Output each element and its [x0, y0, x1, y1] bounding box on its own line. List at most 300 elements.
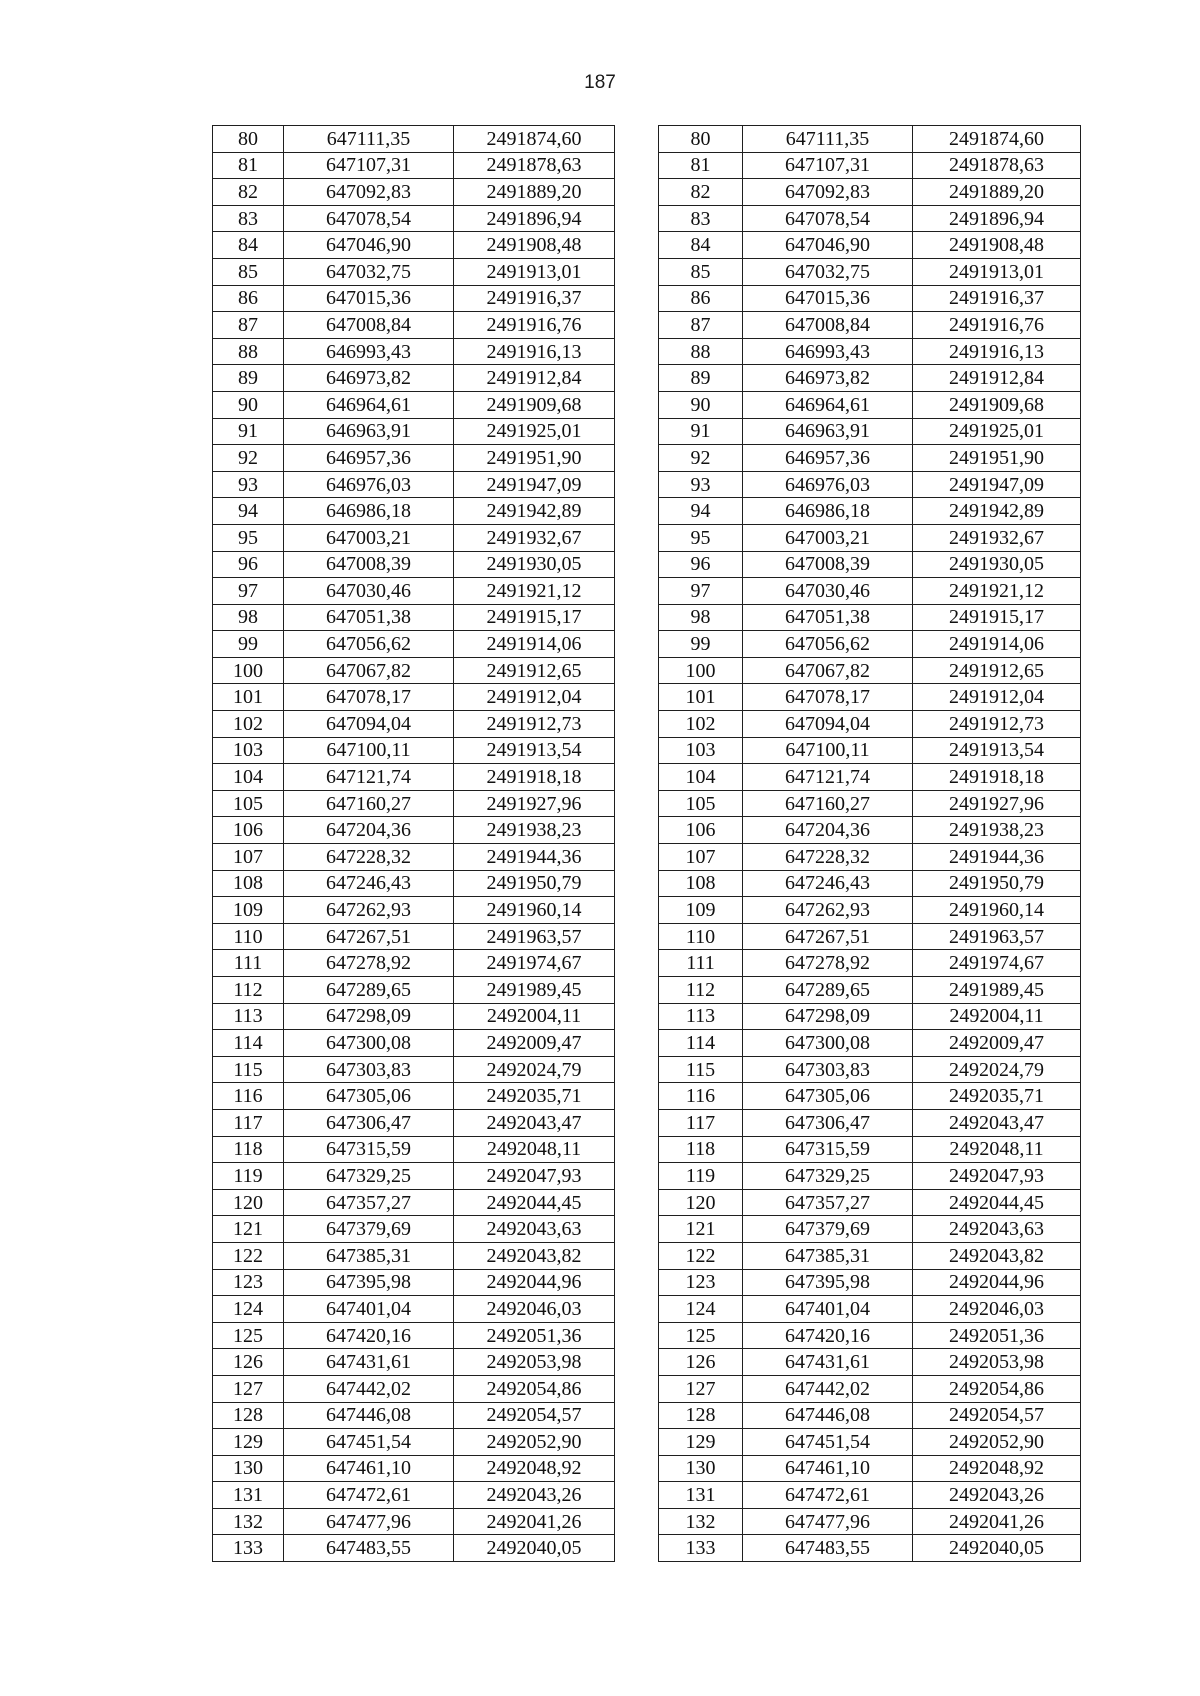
column-gap: [615, 923, 659, 950]
y-coordinate-right-cell: 2491914,06: [913, 631, 1081, 658]
point-number-left-cell: 87: [213, 312, 284, 339]
table-row: [213, 870, 1081, 897]
point-number-left-cell: 107: [213, 844, 284, 871]
y-coordinate-right-cell: 2491930,05: [913, 551, 1081, 578]
x-coordinate-right-cell: 647008,39: [743, 551, 913, 578]
column-gap: [615, 1083, 659, 1110]
x-coordinate-left-cell: 647107,31: [284, 152, 454, 179]
x-coordinate-right-cell: 647395,98: [743, 1269, 913, 1296]
column-gap: [615, 285, 659, 312]
column-gap: [615, 737, 659, 764]
x-coordinate-left-cell: 647003,21: [284, 524, 454, 551]
table-row: [213, 365, 1081, 392]
x-coordinate-left-cell: 647461,10: [284, 1455, 454, 1482]
y-coordinate-left-cell: 2492054,86: [454, 1375, 615, 1402]
table-row: [213, 790, 1081, 817]
y-coordinate-right-cell: 2491925,01: [913, 418, 1081, 445]
x-coordinate-right-cell: 647477,96: [743, 1508, 913, 1535]
point-number-left-cell: 99: [213, 631, 284, 658]
coordinates-table: [212, 125, 1081, 1562]
y-coordinate-right-cell: 2492009,47: [913, 1030, 1081, 1057]
point-number-right-cell: 97: [659, 578, 743, 605]
column-gap: [615, 498, 659, 525]
x-coordinate-left-cell: 646957,36: [284, 445, 454, 472]
point-number-right-cell: 87: [659, 312, 743, 339]
y-coordinate-right-cell: 2491947,09: [913, 471, 1081, 498]
x-coordinate-right-cell: 647472,61: [743, 1482, 913, 1509]
y-coordinate-left-cell: 2491927,96: [454, 790, 615, 817]
x-coordinate-left-cell: 647303,83: [284, 1056, 454, 1083]
point-number-left-cell: 115: [213, 1056, 284, 1083]
point-number-left-cell: 122: [213, 1242, 284, 1269]
point-number-right-cell: 127: [659, 1375, 743, 1402]
point-number-right-cell: 118: [659, 1136, 743, 1163]
y-coordinate-left-cell: 2491908,48: [454, 232, 615, 259]
y-coordinate-right-cell: 2492052,90: [913, 1429, 1081, 1456]
x-coordinate-left-cell: 646963,91: [284, 418, 454, 445]
y-coordinate-right-cell: 2491909,68: [913, 391, 1081, 418]
y-coordinate-left-cell: 2491921,12: [454, 578, 615, 605]
point-number-right-cell: 133: [659, 1535, 743, 1562]
point-number-right-cell: 117: [659, 1109, 743, 1136]
y-coordinate-right-cell: 2491912,04: [913, 684, 1081, 711]
x-coordinate-left-cell: 647094,04: [284, 711, 454, 738]
y-coordinate-left-cell: 2492043,26: [454, 1482, 615, 1509]
x-coordinate-left-cell: 647451,54: [284, 1429, 454, 1456]
point-number-left-cell: 126: [213, 1349, 284, 1376]
table-row: [213, 977, 1081, 1004]
y-coordinate-right-cell: 2492044,96: [913, 1269, 1081, 1296]
column-gap: [615, 1455, 659, 1482]
point-number-left-cell: 88: [213, 338, 284, 365]
table-row: [213, 764, 1081, 791]
x-coordinate-right-cell: 647262,93: [743, 897, 913, 924]
column-gap: [615, 1030, 659, 1057]
column-gap: [615, 1136, 659, 1163]
table-row: [213, 1056, 1081, 1083]
column-gap: [615, 1508, 659, 1535]
y-coordinate-left-cell: 2491960,14: [454, 897, 615, 924]
y-coordinate-right-cell: 2492051,36: [913, 1322, 1081, 1349]
x-coordinate-right-cell: 647094,04: [743, 711, 913, 738]
x-coordinate-left-cell: 647160,27: [284, 790, 454, 817]
y-coordinate-left-cell: 2492048,11: [454, 1136, 615, 1163]
point-number-right-cell: 102: [659, 711, 743, 738]
point-number-right-cell: 130: [659, 1455, 743, 1482]
table-row: [213, 1030, 1081, 1057]
x-coordinate-left-cell: 647305,06: [284, 1083, 454, 1110]
x-coordinate-right-cell: 647289,65: [743, 977, 913, 1004]
y-coordinate-left-cell: 2492044,96: [454, 1269, 615, 1296]
y-coordinate-left-cell: 2491944,36: [454, 844, 615, 871]
table-row: [213, 1508, 1081, 1535]
x-coordinate-left-cell: 647051,38: [284, 604, 454, 631]
point-number-right-cell: 124: [659, 1296, 743, 1323]
column-gap: [615, 764, 659, 791]
table-row: [213, 1163, 1081, 1190]
point-number-left-cell: 106: [213, 817, 284, 844]
column-gap: [615, 365, 659, 392]
y-coordinate-right-cell: 2491918,18: [913, 764, 1081, 791]
x-coordinate-left-cell: 647046,90: [284, 232, 454, 259]
point-number-right-cell: 98: [659, 604, 743, 631]
y-coordinate-right-cell: 2492047,93: [913, 1163, 1081, 1190]
y-coordinate-left-cell: 2491974,67: [454, 950, 615, 977]
x-coordinate-right-cell: 647008,84: [743, 312, 913, 339]
y-coordinate-right-cell: 2492040,05: [913, 1535, 1081, 1562]
x-coordinate-left-cell: 647067,82: [284, 657, 454, 684]
y-coordinate-left-cell: 2491912,65: [454, 657, 615, 684]
y-coordinate-right-cell: 2492048,11: [913, 1136, 1081, 1163]
x-coordinate-left-cell: 647446,08: [284, 1402, 454, 1429]
y-coordinate-right-cell: 2491912,84: [913, 365, 1081, 392]
column-gap: [615, 578, 659, 605]
column-gap: [615, 1296, 659, 1323]
x-coordinate-right-cell: 647385,31: [743, 1242, 913, 1269]
y-coordinate-right-cell: 2491915,17: [913, 604, 1081, 631]
table-row: [213, 152, 1081, 179]
point-number-left-cell: 120: [213, 1189, 284, 1216]
point-number-left-cell: 129: [213, 1429, 284, 1456]
y-coordinate-left-cell: 2491942,89: [454, 498, 615, 525]
point-number-left-cell: 103: [213, 737, 284, 764]
x-coordinate-right-cell: 646964,61: [743, 391, 913, 418]
y-coordinate-left-cell: 2491930,05: [454, 551, 615, 578]
y-coordinate-right-cell: 2491951,90: [913, 445, 1081, 472]
point-number-left-cell: 81: [213, 152, 284, 179]
x-coordinate-right-cell: 647107,31: [743, 152, 913, 179]
point-number-left-cell: 95: [213, 524, 284, 551]
y-coordinate-right-cell: 2491912,65: [913, 657, 1081, 684]
point-number-left-cell: 119: [213, 1163, 284, 1190]
column-gap: [615, 471, 659, 498]
y-coordinate-left-cell: 2491916,13: [454, 338, 615, 365]
x-coordinate-right-cell: 647451,54: [743, 1429, 913, 1456]
x-coordinate-right-cell: 647446,08: [743, 1402, 913, 1429]
x-coordinate-left-cell: 647262,93: [284, 897, 454, 924]
table-row: [213, 445, 1081, 472]
x-coordinate-right-cell: 647420,16: [743, 1322, 913, 1349]
x-coordinate-right-cell: 647300,08: [743, 1030, 913, 1057]
column-gap: [615, 1402, 659, 1429]
table-row: [213, 1083, 1081, 1110]
table-row: [213, 1136, 1081, 1163]
x-coordinate-right-cell: 647046,90: [743, 232, 913, 259]
column-gap: [615, 126, 659, 153]
point-number-right-cell: 122: [659, 1242, 743, 1269]
point-number-right-cell: 123: [659, 1269, 743, 1296]
y-coordinate-right-cell: 2491960,14: [913, 897, 1081, 924]
y-coordinate-right-cell: 2491916,13: [913, 338, 1081, 365]
x-coordinate-left-cell: 647357,27: [284, 1189, 454, 1216]
table-row: [213, 1242, 1081, 1269]
y-coordinate-left-cell: 2491918,18: [454, 764, 615, 791]
point-number-right-cell: 93: [659, 471, 743, 498]
point-number-right-cell: 104: [659, 764, 743, 791]
page-number: 187: [584, 72, 616, 93]
column-gap: [615, 391, 659, 418]
point-number-right-cell: 119: [659, 1163, 743, 1190]
point-number-right-cell: 126: [659, 1349, 743, 1376]
point-number-right-cell: 131: [659, 1482, 743, 1509]
table-row: [213, 1482, 1081, 1509]
point-number-left-cell: 121: [213, 1216, 284, 1243]
y-coordinate-right-cell: 2492024,79: [913, 1056, 1081, 1083]
point-number-right-cell: 112: [659, 977, 743, 1004]
y-coordinate-left-cell: 2492004,11: [454, 1003, 615, 1030]
x-coordinate-right-cell: 647067,82: [743, 657, 913, 684]
point-number-left-cell: 118: [213, 1136, 284, 1163]
x-coordinate-left-cell: 647228,32: [284, 844, 454, 871]
x-coordinate-right-cell: 647315,59: [743, 1136, 913, 1163]
point-number-left-cell: 86: [213, 285, 284, 312]
x-coordinate-right-cell: 646973,82: [743, 365, 913, 392]
point-number-left-cell: 93: [213, 471, 284, 498]
x-coordinate-left-cell: 647472,61: [284, 1482, 454, 1509]
y-coordinate-right-cell: 2492043,26: [913, 1482, 1081, 1509]
y-coordinate-left-cell: 2492043,47: [454, 1109, 615, 1136]
x-coordinate-left-cell: 647483,55: [284, 1535, 454, 1562]
y-coordinate-right-cell: 2492046,03: [913, 1296, 1081, 1323]
point-number-right-cell: 80: [659, 126, 743, 153]
point-number-right-cell: 90: [659, 391, 743, 418]
point-number-left-cell: 128: [213, 1402, 284, 1429]
x-coordinate-left-cell: 647289,65: [284, 977, 454, 1004]
point-number-right-cell: 96: [659, 551, 743, 578]
y-coordinate-left-cell: 2492054,57: [454, 1402, 615, 1429]
y-coordinate-left-cell: 2492044,45: [454, 1189, 615, 1216]
table-row: [213, 338, 1081, 365]
point-number-left-cell: 132: [213, 1508, 284, 1535]
column-gap: [615, 1322, 659, 1349]
y-coordinate-right-cell: 2491938,23: [913, 817, 1081, 844]
x-coordinate-right-cell: 646976,03: [743, 471, 913, 498]
y-coordinate-right-cell: 2491908,48: [913, 232, 1081, 259]
point-number-left-cell: 130: [213, 1455, 284, 1482]
table-row: [213, 258, 1081, 285]
column-gap: [615, 1429, 659, 1456]
x-coordinate-left-cell: 647306,47: [284, 1109, 454, 1136]
y-coordinate-left-cell: 2491912,73: [454, 711, 615, 738]
point-number-left-cell: 85: [213, 258, 284, 285]
x-coordinate-left-cell: 647008,84: [284, 312, 454, 339]
point-number-left-cell: 116: [213, 1083, 284, 1110]
x-coordinate-right-cell: 647461,10: [743, 1455, 913, 1482]
column-gap: [615, 338, 659, 365]
x-coordinate-left-cell: 647204,36: [284, 817, 454, 844]
table-row: [213, 817, 1081, 844]
column-gap: [615, 1375, 659, 1402]
y-coordinate-left-cell: 2491912,04: [454, 684, 615, 711]
y-coordinate-left-cell: 2492040,05: [454, 1535, 615, 1562]
table-row: [213, 1296, 1081, 1323]
x-coordinate-right-cell: 647111,35: [743, 126, 913, 153]
table-row: [213, 285, 1081, 312]
point-number-right-cell: 84: [659, 232, 743, 259]
x-coordinate-left-cell: 646986,18: [284, 498, 454, 525]
column-gap: [615, 1109, 659, 1136]
point-number-left-cell: 91: [213, 418, 284, 445]
column-gap: [615, 445, 659, 472]
table-row: [213, 179, 1081, 206]
x-coordinate-left-cell: 647477,96: [284, 1508, 454, 1535]
x-coordinate-left-cell: 646976,03: [284, 471, 454, 498]
column-gap: [615, 551, 659, 578]
point-number-right-cell: 81: [659, 152, 743, 179]
y-coordinate-left-cell: 2491878,63: [454, 152, 615, 179]
point-number-left-cell: 100: [213, 657, 284, 684]
y-coordinate-right-cell: 2492041,26: [913, 1508, 1081, 1535]
point-number-right-cell: 106: [659, 817, 743, 844]
x-coordinate-right-cell: 647078,17: [743, 684, 913, 711]
column-gap: [615, 897, 659, 924]
column-gap: [615, 790, 659, 817]
y-coordinate-left-cell: 2491925,01: [454, 418, 615, 445]
table-row: [213, 1003, 1081, 1030]
y-coordinate-left-cell: 2491874,60: [454, 126, 615, 153]
point-number-right-cell: 125: [659, 1322, 743, 1349]
x-coordinate-left-cell: 647032,75: [284, 258, 454, 285]
table-row: [213, 1216, 1081, 1243]
column-gap: [615, 1216, 659, 1243]
y-coordinate-left-cell: 2491947,09: [454, 471, 615, 498]
y-coordinate-left-cell: 2492051,36: [454, 1322, 615, 1349]
point-number-right-cell: 88: [659, 338, 743, 365]
point-number-right-cell: 92: [659, 445, 743, 472]
point-number-left-cell: 83: [213, 205, 284, 232]
x-coordinate-left-cell: 646973,82: [284, 365, 454, 392]
x-coordinate-right-cell: 647092,83: [743, 179, 913, 206]
x-coordinate-left-cell: 646993,43: [284, 338, 454, 365]
y-coordinate-left-cell: 2491916,76: [454, 312, 615, 339]
y-coordinate-left-cell: 2491932,67: [454, 524, 615, 551]
point-number-right-cell: 105: [659, 790, 743, 817]
y-coordinate-right-cell: 2491912,73: [913, 711, 1081, 738]
y-coordinate-left-cell: 2491916,37: [454, 285, 615, 312]
point-number-left-cell: 123: [213, 1269, 284, 1296]
point-number-left-cell: 117: [213, 1109, 284, 1136]
point-number-right-cell: 116: [659, 1083, 743, 1110]
y-coordinate-left-cell: 2491950,79: [454, 870, 615, 897]
table-row: [213, 631, 1081, 658]
point-number-left-cell: 113: [213, 1003, 284, 1030]
point-number-left-cell: 82: [213, 179, 284, 206]
point-number-left-cell: 101: [213, 684, 284, 711]
x-coordinate-right-cell: 647401,04: [743, 1296, 913, 1323]
x-coordinate-left-cell: 647015,36: [284, 285, 454, 312]
point-number-left-cell: 104: [213, 764, 284, 791]
y-coordinate-left-cell: 2492043,63: [454, 1216, 615, 1243]
table-row: [213, 737, 1081, 764]
column-gap: [615, 844, 659, 871]
x-coordinate-right-cell: 647306,47: [743, 1109, 913, 1136]
table-row: [213, 126, 1081, 153]
x-coordinate-left-cell: 647298,09: [284, 1003, 454, 1030]
y-coordinate-right-cell: 2491916,37: [913, 285, 1081, 312]
y-coordinate-left-cell: 2491909,68: [454, 391, 615, 418]
y-coordinate-right-cell: 2491950,79: [913, 870, 1081, 897]
table-row: [213, 844, 1081, 871]
table-row: [213, 391, 1081, 418]
x-coordinate-right-cell: 647246,43: [743, 870, 913, 897]
table-row: [213, 1109, 1081, 1136]
point-number-left-cell: 125: [213, 1322, 284, 1349]
y-coordinate-left-cell: 2492043,82: [454, 1242, 615, 1269]
table-row: [213, 551, 1081, 578]
point-number-right-cell: 113: [659, 1003, 743, 1030]
column-gap: [615, 258, 659, 285]
point-number-right-cell: 121: [659, 1216, 743, 1243]
point-number-left-cell: 97: [213, 578, 284, 605]
column-gap: [615, 1163, 659, 1190]
x-coordinate-left-cell: 647385,31: [284, 1242, 454, 1269]
point-number-left-cell: 89: [213, 365, 284, 392]
x-coordinate-right-cell: 647278,92: [743, 950, 913, 977]
y-coordinate-right-cell: 2491932,67: [913, 524, 1081, 551]
point-number-left-cell: 112: [213, 977, 284, 1004]
point-number-right-cell: 82: [659, 179, 743, 206]
x-coordinate-right-cell: 647160,27: [743, 790, 913, 817]
point-number-left-cell: 111: [213, 950, 284, 977]
y-coordinate-right-cell: 2492043,47: [913, 1109, 1081, 1136]
y-coordinate-right-cell: 2491944,36: [913, 844, 1081, 871]
table-row: [213, 205, 1081, 232]
x-coordinate-left-cell: 647030,46: [284, 578, 454, 605]
y-coordinate-right-cell: 2491974,67: [913, 950, 1081, 977]
x-coordinate-right-cell: 647379,69: [743, 1216, 913, 1243]
y-coordinate-right-cell: 2492004,11: [913, 1003, 1081, 1030]
column-gap: [615, 1482, 659, 1509]
x-coordinate-right-cell: 647030,46: [743, 578, 913, 605]
y-coordinate-right-cell: 2492048,92: [913, 1455, 1081, 1482]
point-number-left-cell: 114: [213, 1030, 284, 1057]
point-number-left-cell: 102: [213, 711, 284, 738]
column-gap: [615, 205, 659, 232]
table-row: [213, 1402, 1081, 1429]
y-coordinate-right-cell: 2492054,57: [913, 1402, 1081, 1429]
x-coordinate-right-cell: 647442,02: [743, 1375, 913, 1402]
point-number-right-cell: 94: [659, 498, 743, 525]
x-coordinate-left-cell: 647100,11: [284, 737, 454, 764]
column-gap: [615, 312, 659, 339]
x-coordinate-right-cell: 646963,91: [743, 418, 913, 445]
column-gap: [615, 1269, 659, 1296]
point-number-left-cell: 131: [213, 1482, 284, 1509]
point-number-right-cell: 101: [659, 684, 743, 711]
column-gap: [615, 604, 659, 631]
table-row: [213, 1269, 1081, 1296]
column-gap: [615, 179, 659, 206]
y-coordinate-right-cell: 2492043,63: [913, 1216, 1081, 1243]
column-gap: [615, 1189, 659, 1216]
point-number-left-cell: 96: [213, 551, 284, 578]
x-coordinate-right-cell: 647329,25: [743, 1163, 913, 1190]
point-number-right-cell: 91: [659, 418, 743, 445]
x-coordinate-left-cell: 647246,43: [284, 870, 454, 897]
y-coordinate-left-cell: 2491914,06: [454, 631, 615, 658]
y-coordinate-right-cell: 2491874,60: [913, 126, 1081, 153]
point-number-left-cell: 133: [213, 1535, 284, 1562]
x-coordinate-right-cell: 647267,51: [743, 923, 913, 950]
point-number-left-cell: 84: [213, 232, 284, 259]
x-coordinate-right-cell: 647298,09: [743, 1003, 913, 1030]
x-coordinate-left-cell: 647121,74: [284, 764, 454, 791]
y-coordinate-left-cell: 2491912,84: [454, 365, 615, 392]
column-gap: [615, 657, 659, 684]
point-number-right-cell: 99: [659, 631, 743, 658]
y-coordinate-left-cell: 2491915,17: [454, 604, 615, 631]
column-gap: [615, 631, 659, 658]
